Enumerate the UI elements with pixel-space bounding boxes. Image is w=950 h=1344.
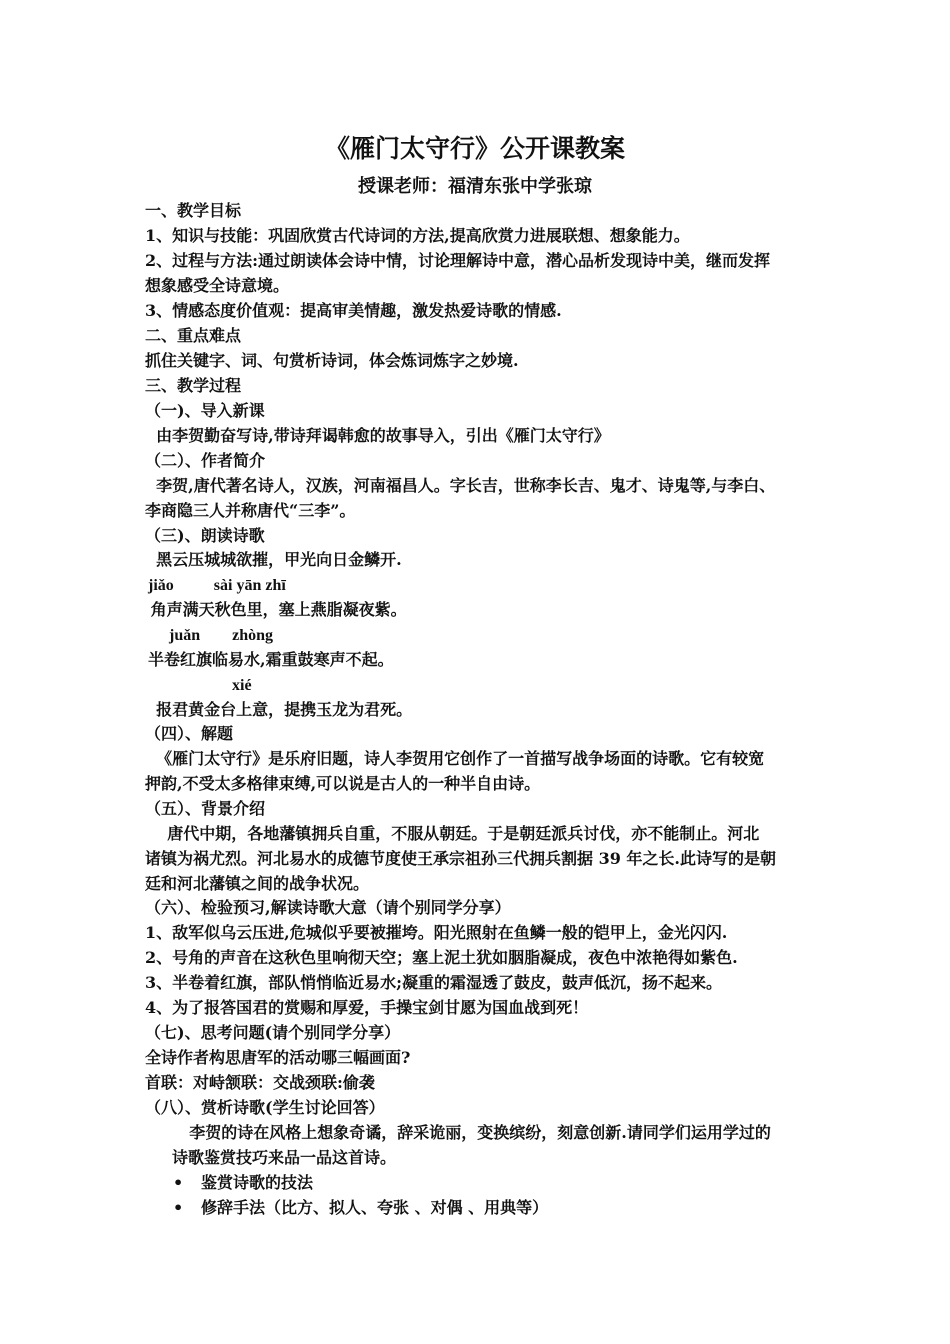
poem-line-1: 黑云压城城欲摧，甲光向日金鳞开. <box>145 550 402 569</box>
document-subtitle: 授课老师：福清东张中学张琼 <box>358 176 592 197</box>
key-text: 抓住关键字、词、句赏析诗词，体会炼词炼字之妙境. <box>145 351 519 370</box>
background-line-3: 廷和河北藩镇之间的战争状况。 <box>145 874 370 893</box>
goal-item-2-line-2: 想象感受全诗意境。 <box>145 276 290 295</box>
author-line-1: 李贺,唐代著名诗人，汉族，河南福昌人。字长吉，世称李长吉、鬼才、诗鬼等,与李白、 <box>145 476 776 495</box>
preview-item-2: 2、号角的声音在这秋色里响彻天空；塞上泥土犹如胭脂凝成，夜色中浓艳得如紫色. <box>145 948 738 967</box>
poem-line-2: 角声满天秋色里，塞上燕脂凝夜紫。 <box>145 600 407 619</box>
bullet-icon: • <box>173 1173 184 1192</box>
poem-line-3: 半卷红旗临易水,霜重鼓寒声不起。 <box>148 650 394 669</box>
goal-item-2-line-1: 2、过程与方法:通过朗读体会诗中情，讨论理解诗中意，潜心品析发现诗中美，继而发挥 <box>145 251 771 270</box>
bullet-item-2: 修辞手法（比方、拟人、夸张 、对偶 、用典等） <box>201 1198 549 1217</box>
intro-text: 由李贺勤奋写诗,带诗拜谒韩愈的故事导入，引出《雁门太守行》 <box>145 426 610 445</box>
title-explain-line-1: 《雁门太守行》是乐府旧题，诗人李贺用它创作了一首描写战争场面的诗歌。它有较宽 <box>145 749 765 768</box>
title-explain-line-2: 押韵,不受太多格律束缚,可以说是古人的一种半自由诗。 <box>145 774 541 793</box>
section-heading-key: 二、重点难点 <box>145 326 242 345</box>
subheading-preview: （六）、检验预习,解读诗歌大意（请个别同学分享） <box>145 898 511 917</box>
preview-item-4: 4、为了报答国君的赏赐和厚爱，手操宝剑甘愿为国血战到死！ <box>145 998 589 1017</box>
appreciate-line-1: 李贺的诗在风格上想象奇谲，辞采诡丽，变换缤纷，刻意创新.请同学们运用学过的 <box>167 1123 771 1142</box>
background-line-2: 诸镇为祸尤烈。河北易水的成德节度使王承宗祖孙三代拥兵割据 39 年之长.此诗写的是朝 <box>145 849 776 868</box>
section-heading-goals: 一、教学目标 <box>145 201 242 220</box>
goal-item-3: 3、情感态度价值观：提高审美情趣，激发热爱诗歌的情感. <box>145 301 562 320</box>
subheading-background: （五）、背景介绍 <box>145 799 266 818</box>
preview-item-1: 1、敌军似乌云压进,危城似乎要被摧垮。阳光照射在鱼鳞一般的铠甲上，金光闪闪. <box>145 923 728 942</box>
pinyin-line-2: juǎn zhòng <box>169 627 274 644</box>
background-line-1: 唐代中期，各地藩镇拥兵自重，不服从朝廷。于是朝廷派兵讨伐，亦不能制止。河北 <box>145 824 760 843</box>
appreciate-line-2: 诗歌鉴赏技巧来品一品这首诗。 <box>172 1148 397 1167</box>
document-title: 《雁门太守行》公开课教案 <box>324 134 625 163</box>
pinyin-line-3: xié <box>232 677 252 694</box>
preview-item-3: 3、半卷着红旗，部队悄悄临近易水;凝重的霜湿透了鼓皮，鼓声低沉，扬不起来。 <box>145 973 723 992</box>
subheading-author: （二）、作者简介 <box>145 451 266 470</box>
section-heading-process: 三、教学过程 <box>145 376 242 395</box>
goal-item-1: 1、知识与技能：巩固欣赏古代诗词的方法,提高欣赏力进展联想、想象能力。 <box>145 226 690 245</box>
subheading-title: （四）、解题 <box>145 724 234 743</box>
author-line-2: 李商隐三人并称唐代“三李”。 <box>145 501 356 520</box>
bullet-item-1: 鉴赏诗歌的技法 <box>201 1173 314 1192</box>
subheading-appreciate: （八）、赏析诗歌(学生讨论回答） <box>145 1098 385 1117</box>
poem-line-4: 报君黄金台上意，提携玉龙为君死。 <box>145 700 413 719</box>
subheading-reading: （三)、朗读诗歌 <box>145 526 265 545</box>
bullet-icon: • <box>173 1198 184 1217</box>
think-question: 全诗作者构思唐军的活动哪三幅画面? <box>145 1048 411 1067</box>
pinyin-line-1: jiǎo sài yān zhī <box>148 577 286 594</box>
think-answer: 首联：对峙颔联：交战颈联:偷袭 <box>145 1073 375 1092</box>
subheading-think: （七)、思考问题(请个别同学分享） <box>145 1023 401 1042</box>
subheading-intro: （一)、导入新课 <box>145 401 265 420</box>
